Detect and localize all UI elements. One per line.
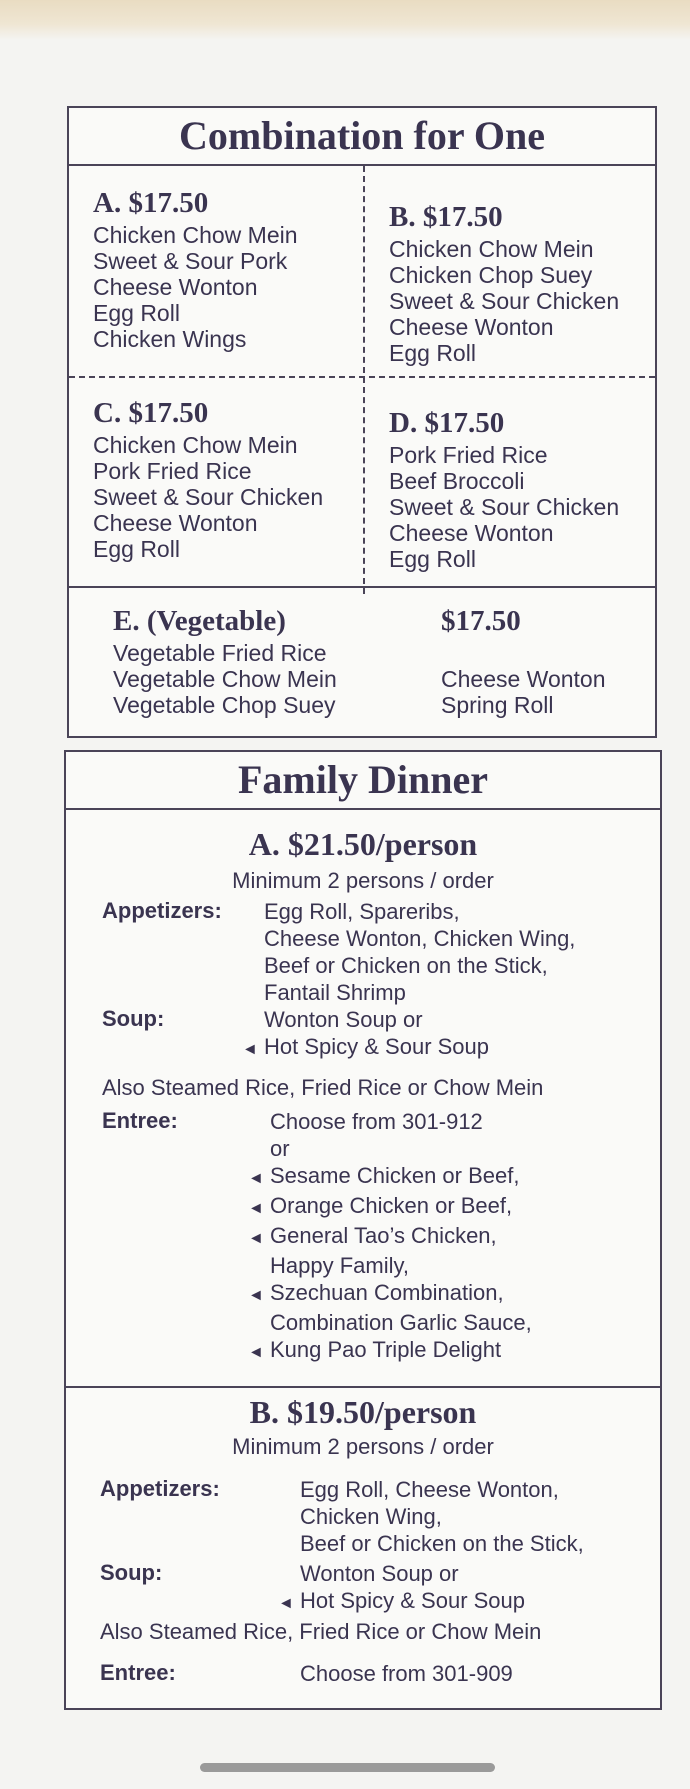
combo-b-item: Cheese Wonton — [389, 314, 554, 340]
family-b-head: B. $19.50/person — [249, 1394, 477, 1430]
combo-e-head: E. (Vegetable) — [113, 605, 286, 637]
appetizer-line: Egg Roll, Spareribs, — [264, 899, 460, 924]
entree-line: Choose from 301-912 — [270, 1109, 483, 1134]
soup-line: Hot Spicy & Sour Soup — [300, 1588, 526, 1613]
family-b-entree-label: Entree: — [100, 1660, 176, 1685]
family-dinner-box — [64, 750, 662, 1710]
family-a-soup-label: Soup: — [102, 1006, 165, 1031]
family-a-entree — [248, 1108, 532, 1366]
appetizer-line: Beef or Chicken on the Stick, — [264, 953, 548, 978]
combo-e-price: $17.50 — [441, 605, 521, 637]
soup-line: Hot Spicy & Sour Soup — [264, 1034, 490, 1059]
appetizer-line: Beef or Chicken on the Stick, — [300, 1531, 584, 1556]
appetizer-line: Fantail Shrimp — [264, 980, 406, 1005]
family-b-entree: Choose from 301-909 — [300, 1661, 513, 1686]
combo-b-head: B. $17.50 — [389, 201, 503, 233]
combo-e-item: Vegetable Chow Mein — [113, 666, 337, 692]
combination-title: Combination for One — [69, 108, 655, 166]
combo-d-item: Sweet & Sour Chicken — [389, 494, 620, 520]
combo-a-item: Cheese Wonton — [93, 274, 258, 300]
combo-a-item: Chicken Chow Mein — [93, 222, 298, 248]
combo-c-item: Pork Fried Rice — [93, 458, 252, 484]
combo-a — [93, 186, 298, 352]
combo-e-item: Vegetable Chop Suey — [113, 692, 336, 718]
combo-d-item: Egg Roll — [389, 546, 476, 572]
home-indicator[interactable] — [200, 1763, 495, 1772]
combo-d-item: Beef Broccoli — [389, 468, 525, 494]
hot-pepper-icon: ◄ — [242, 1041, 258, 1058]
combo-e — [113, 604, 337, 718]
combo-a-head: A. $17.50 — [93, 187, 209, 219]
family-a-minimum: Minimum 2 persons / order — [232, 868, 494, 893]
family-a-entree-label: Entree: — [102, 1108, 178, 1133]
family-dinner-title: Family Dinner — [66, 752, 660, 810]
family-b-appetizers-label: Appetizers: — [100, 1476, 220, 1501]
page-top-edge — [0, 0, 690, 40]
combo-d-head: D. $17.50 — [389, 407, 505, 439]
entree-line: or — [270, 1136, 290, 1161]
combo-b-item: Chicken Chow Mein — [389, 236, 594, 262]
entree-line: Happy Family, — [270, 1253, 409, 1278]
family-a-appetizers-label: Appetizers: — [102, 898, 222, 923]
combo-a-item: Egg Roll — [93, 300, 180, 326]
combo-e-spacer — [441, 640, 606, 666]
entree-line: Combination Garlic Sauce, — [270, 1310, 532, 1335]
combo-e-right — [441, 604, 606, 718]
combo-c-head: C. $17.50 — [93, 397, 209, 429]
combo-b — [389, 200, 619, 366]
combo-e-divider — [69, 586, 655, 588]
combo-b-item: Chicken Chop Suey — [389, 262, 593, 288]
combo-b-item: Egg Roll — [389, 340, 476, 366]
combo-d — [389, 406, 619, 572]
entree-line: Orange Chicken or Beef, — [270, 1193, 513, 1218]
combo-c-item: Cheese Wonton — [93, 510, 258, 536]
combo-c — [93, 396, 323, 562]
combo-horizontal-divider — [69, 376, 655, 378]
combo-e-item: Cheese Wonton — [441, 666, 606, 692]
combo-d-item: Pork Fried Rice — [389, 442, 548, 468]
entree-line: General Tao’s Chicken, — [270, 1223, 497, 1248]
combo-vertical-divider — [363, 166, 365, 594]
entree-line: Szechuan Combination, — [270, 1280, 504, 1305]
family-a-soup — [242, 1006, 489, 1063]
appetizer-line: Cheese Wonton, Chicken Wing, — [264, 926, 576, 951]
family-a-appetizers — [264, 898, 575, 1006]
combination-for-one-box — [67, 106, 657, 738]
combo-a-item: Sweet & Sour Pork — [93, 248, 288, 274]
combo-e-item: Spring Roll — [441, 692, 554, 718]
combo-d-item: Cheese Wonton — [389, 520, 554, 546]
family-a-also: Also Steamed Rice, Fried Rice or Chow Mein — [102, 1075, 544, 1100]
family-b-appetizers — [300, 1476, 584, 1557]
hot-pepper-icon: ◄ — [248, 1287, 264, 1304]
family-a-head: A. $21.50/person — [248, 826, 478, 862]
soup-line: Wonton Soup or — [264, 1007, 423, 1032]
combo-c-item: Egg Roll — [93, 536, 180, 562]
appetizer-line: Egg Roll, Cheese Wonton, — [300, 1477, 559, 1502]
family-b-minimum: Minimum 2 persons / order — [232, 1434, 494, 1459]
combo-c-item: Chicken Chow Mein — [93, 432, 298, 458]
combo-e-item: Vegetable Fried Rice — [113, 640, 327, 666]
combo-a-item: Chicken Wings — [93, 326, 247, 352]
appetizer-line: Chicken Wing, — [300, 1504, 442, 1529]
family-b-soup-label: Soup: — [100, 1560, 163, 1585]
entree-line: Sesame Chicken or Beef, — [270, 1163, 520, 1188]
hot-pepper-icon: ◄ — [248, 1230, 264, 1247]
family-section-divider — [66, 1386, 660, 1388]
hot-pepper-icon: ◄ — [248, 1200, 264, 1217]
hot-pepper-icon: ◄ — [248, 1170, 264, 1187]
family-b-also: Also Steamed Rice, Fried Rice or Chow Mein — [100, 1619, 542, 1644]
hot-pepper-icon: ◄ — [278, 1595, 294, 1612]
entree-line: Kung Pao Triple Delight — [270, 1337, 502, 1362]
combo-b-item: Sweet & Sour Chicken — [389, 288, 620, 314]
hot-pepper-icon: ◄ — [248, 1344, 264, 1361]
soup-line: Wonton Soup or — [300, 1561, 459, 1586]
combo-c-item: Sweet & Sour Chicken — [93, 484, 324, 510]
family-b-soup — [278, 1560, 525, 1617]
